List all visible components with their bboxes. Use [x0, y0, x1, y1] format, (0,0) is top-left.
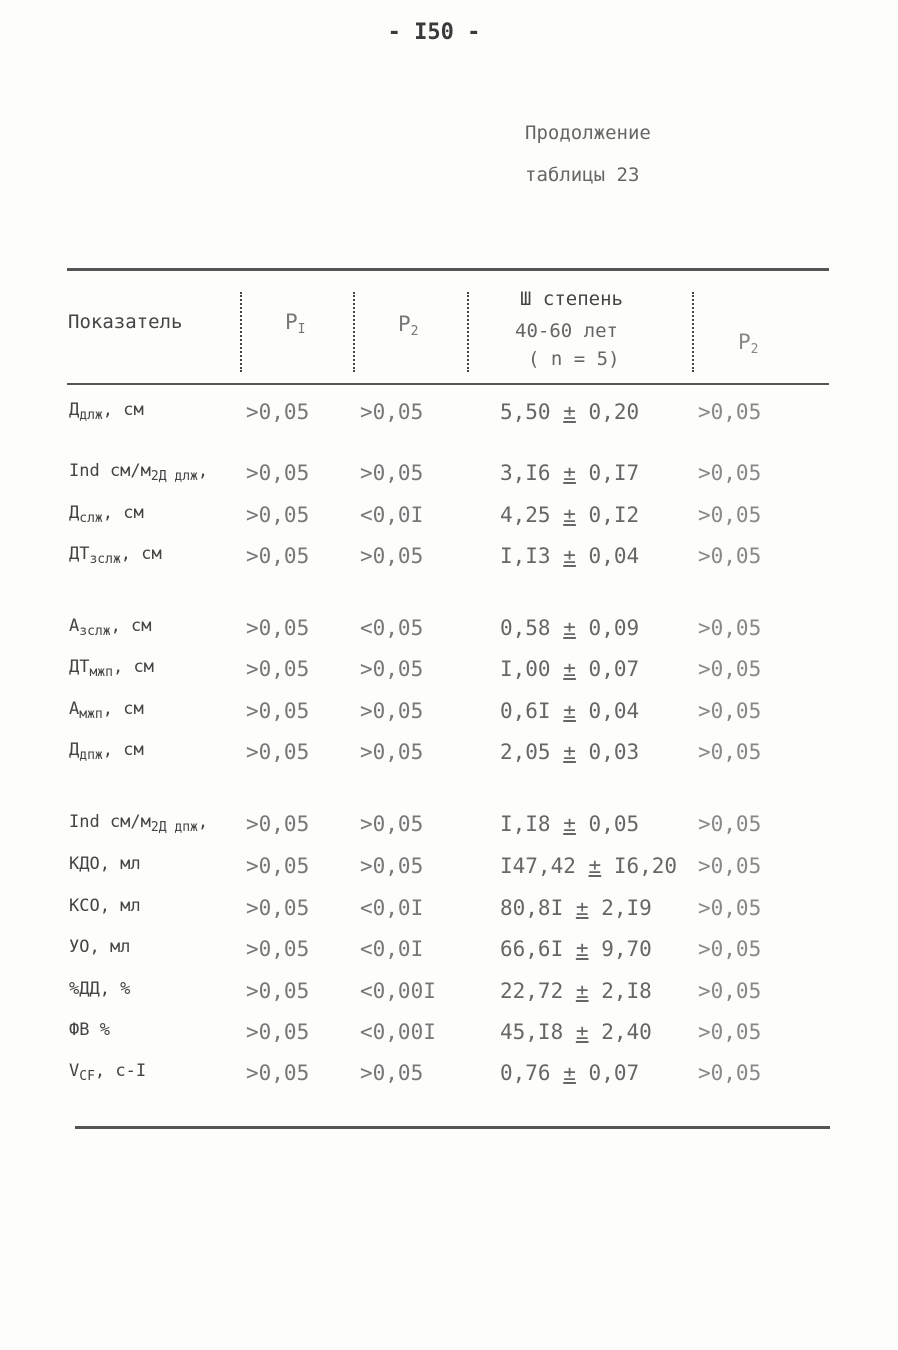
row-p1: >0,05 — [246, 657, 310, 681]
table-row — [0, 544, 898, 584]
row-p1: >0,05 — [246, 896, 310, 920]
row-p1: >0,05 — [246, 1020, 310, 1044]
table-row — [0, 740, 898, 780]
row-p2-second: >0,05 — [698, 740, 762, 764]
table-row — [0, 699, 898, 739]
row-mean: 4,25 ± 0,I2 — [500, 503, 640, 527]
row-mean: 0,58 ± 0,09 — [500, 616, 640, 640]
row-p2: >0,05 — [360, 812, 424, 836]
row-indicator: Ind $см/м_{2Д дпж}$, — [69, 812, 209, 835]
row-indicator: %ДД, % — [69, 979, 131, 999]
row-p2: <0,00I — [360, 979, 436, 1003]
header-degree: Ш степень — [520, 288, 623, 310]
table-row — [0, 503, 898, 543]
row-p1: >0,05 — [246, 740, 310, 764]
header-p2-second: $P_2$ — [738, 330, 759, 357]
header-indicator: Показатель — [68, 311, 183, 333]
header-p2: $P_2$ — [398, 312, 419, 339]
caption-line-2: таблицы 23 — [525, 164, 640, 186]
header-p1: $P_I$ — [285, 310, 306, 337]
row-mean: I,I3 ± 0,04 — [500, 544, 640, 568]
row-mean: 0,6I ± 0,04 — [500, 699, 640, 723]
row-indicator: УО, мл — [69, 937, 131, 957]
table-top-rule — [67, 268, 829, 271]
table-row — [0, 400, 898, 440]
table-row — [0, 979, 898, 1019]
row-mean: 45,I8 ± 2,40 — [500, 1020, 652, 1044]
table-row — [0, 657, 898, 697]
row-p2-second: >0,05 — [698, 1061, 762, 1085]
row-p2: >0,05 — [360, 544, 424, 568]
header-n: ( n = 5) — [528, 348, 620, 370]
table-header-rule — [67, 383, 829, 385]
row-p2: >0,05 — [360, 461, 424, 485]
row-p2-second: >0,05 — [698, 896, 762, 920]
row-p1: >0,05 — [246, 461, 310, 485]
row-indicator: $А_{зслж}$, см — [69, 616, 152, 639]
row-p2-second: >0,05 — [698, 616, 762, 640]
row-mean: I47,42 ± I6,20 — [500, 854, 678, 878]
column-separator — [353, 292, 361, 372]
row-p2-second: >0,05 — [698, 544, 762, 568]
table-row — [0, 461, 898, 501]
row-p1: >0,05 — [246, 1061, 310, 1085]
table-row — [0, 854, 898, 894]
row-p2-second: >0,05 — [698, 503, 762, 527]
row-p2: >0,05 — [360, 740, 424, 764]
row-p2: >0,05 — [360, 854, 424, 878]
row-p2-second: >0,05 — [698, 812, 762, 836]
row-p1: >0,05 — [246, 812, 310, 836]
row-p2-second: >0,05 — [698, 400, 762, 424]
row-p2: >0,05 — [360, 657, 424, 681]
row-p2: >0,05 — [360, 1061, 424, 1085]
row-mean: 80,8I ± 2,I9 — [500, 896, 652, 920]
row-p1: >0,05 — [246, 544, 310, 568]
table-row — [0, 937, 898, 977]
table-bottom-rule — [75, 1126, 830, 1129]
row-p2: >0,05 — [360, 400, 424, 424]
table-row — [0, 1061, 898, 1101]
row-indicator: $Д_{длж}$, см — [69, 400, 144, 423]
row-p2-second: >0,05 — [698, 699, 762, 723]
row-p1: >0,05 — [246, 854, 310, 878]
row-mean: 0,76 ± 0,07 — [500, 1061, 640, 1085]
row-indicator: $V_{CF}$, с-I — [69, 1061, 147, 1084]
table-row — [0, 616, 898, 656]
row-indicator: КДО, мл — [69, 854, 141, 874]
row-p2: <0,0I — [360, 896, 424, 920]
row-indicator: $ДТ_{зслж}$, см — [69, 544, 162, 567]
column-separator — [467, 292, 475, 372]
row-mean: I,I8 ± 0,05 — [500, 812, 640, 836]
row-indicator: $Д_{слж}$, см — [69, 503, 144, 526]
row-p2: <0,00I — [360, 1020, 436, 1044]
row-p2-second: >0,05 — [698, 657, 762, 681]
row-indicator: $Д_{дпж}$, см — [69, 740, 144, 763]
row-mean: 5,50 ± 0,20 — [500, 400, 640, 424]
row-p1: >0,05 — [246, 503, 310, 527]
row-indicator: ФВ % — [69, 1020, 110, 1040]
row-p1: >0,05 — [246, 616, 310, 640]
caption-line-1: Продолжение — [525, 122, 651, 144]
row-indicator: Ind $см/м_{2Д длж}$, — [69, 461, 209, 484]
row-mean: 66,6I ± 9,70 — [500, 937, 652, 961]
row-mean: 2,05 ± 0,03 — [500, 740, 640, 764]
column-separator — [240, 292, 248, 372]
row-mean: I,00 ± 0,07 — [500, 657, 640, 681]
row-mean: 3,I6 ± 0,I7 — [500, 461, 640, 485]
page-number: - I50 - — [387, 20, 481, 45]
row-p2: >0,05 — [360, 699, 424, 723]
row-indicator: КСО, мл — [69, 896, 141, 916]
column-separator — [692, 292, 700, 372]
row-p1: >0,05 — [246, 699, 310, 723]
row-indicator: $ДТ_{мжп}$, см — [69, 657, 154, 680]
table-row — [0, 1020, 898, 1060]
row-p2-second: >0,05 — [698, 937, 762, 961]
row-p2-second: >0,05 — [698, 1020, 762, 1044]
row-p2: <0,0I — [360, 503, 424, 527]
row-p1: >0,05 — [246, 400, 310, 424]
row-p2-second: >0,05 — [698, 979, 762, 1003]
row-p2-second: >0,05 — [698, 854, 762, 878]
table-row — [0, 896, 898, 936]
row-p2: <0,05 — [360, 616, 424, 640]
table-row — [0, 812, 898, 852]
row-p2: <0,0I — [360, 937, 424, 961]
row-p1: >0,05 — [246, 979, 310, 1003]
row-p2-second: >0,05 — [698, 461, 762, 485]
row-p1: >0,05 — [246, 937, 310, 961]
row-indicator: $А_{мжп}$, см — [69, 699, 144, 722]
row-mean: 22,72 ± 2,I8 — [500, 979, 652, 1003]
header-age: 40-60 лет — [515, 320, 618, 342]
